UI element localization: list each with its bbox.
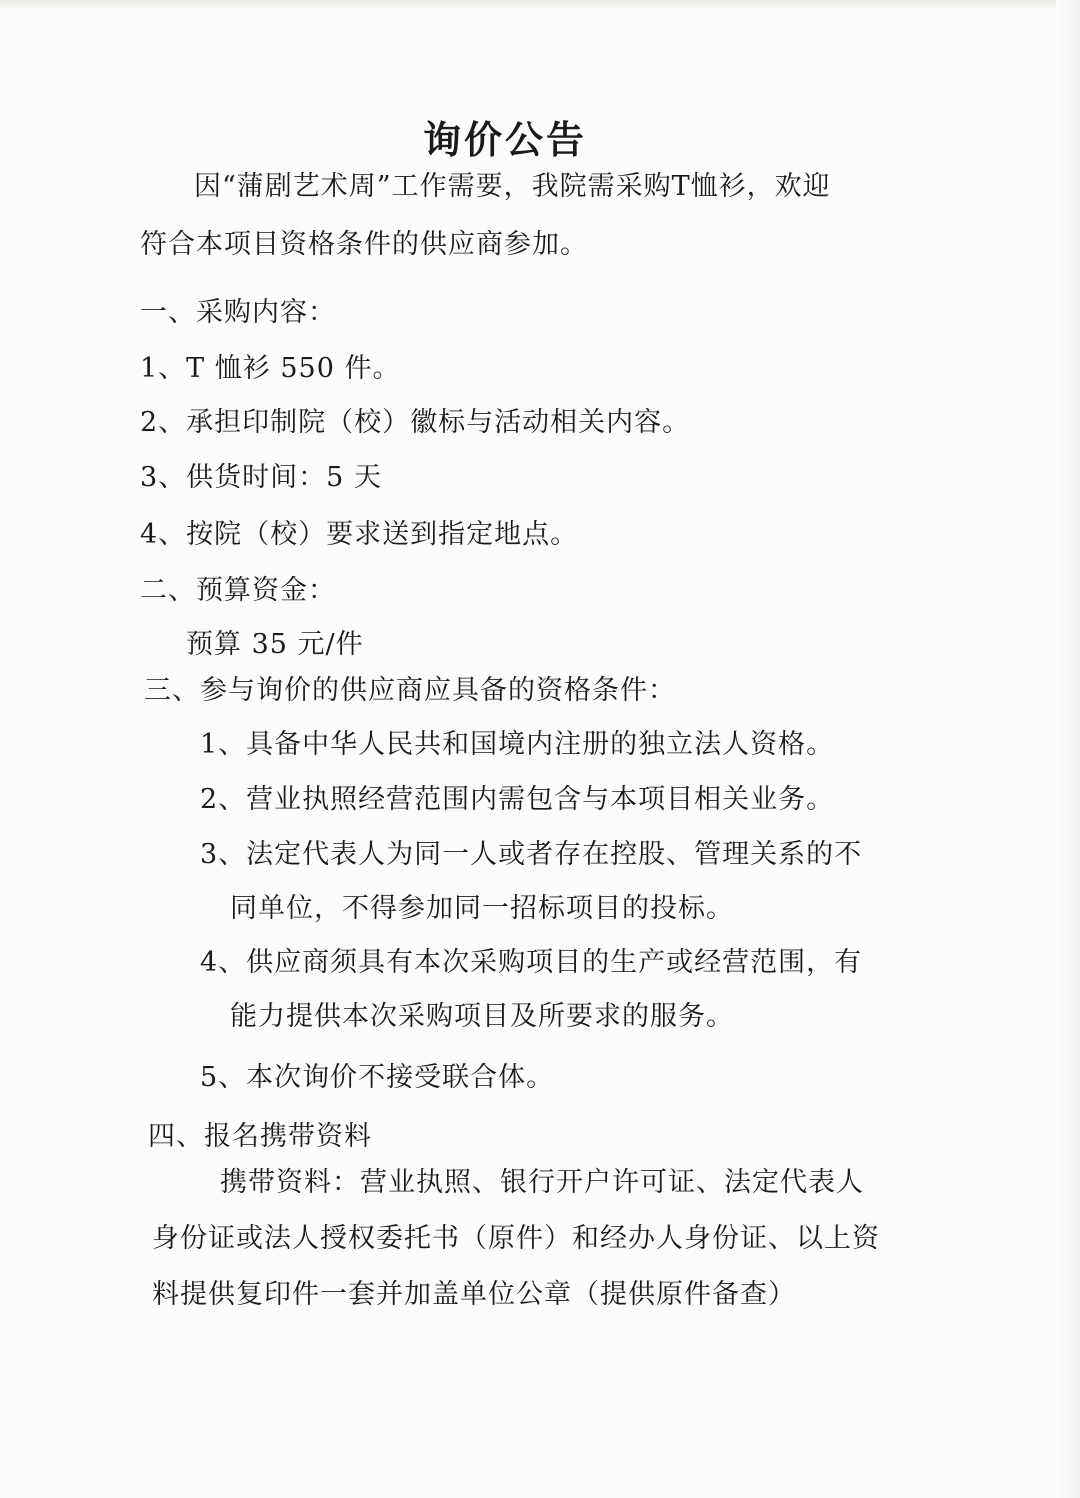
- list-item: 4、供应商须具有本次采购项目的生产或经营范围，有: [200, 947, 863, 978]
- section-heading: 一、采购内容：: [140, 297, 336, 328]
- budget-text: 预算 35 元/件: [186, 629, 364, 660]
- scan-shadow-top: [0, 0, 1080, 10]
- materials-line: 料提供复印件一套并加盖单位公章（提供原件备查）: [152, 1279, 796, 1310]
- intro-line: 因“蒲剧艺术周”工作需要，我院需采购T恤衫，欢迎: [194, 171, 831, 202]
- list-item: 4、按院（校）要求送到指定地点。: [140, 519, 579, 550]
- list-item: 1、具备中华人民共和国境内注册的独立法人资格。: [200, 729, 835, 760]
- list-item: 3、供货时间：5 天: [140, 462, 382, 493]
- list-item: 2、营业执照经营范围内需包含与本项目相关业务。: [200, 784, 835, 815]
- scan-shadow-right: [1056, 0, 1080, 1498]
- materials-line: 身份证或法人授权委托书（原件）和经办人身份证、以上资: [152, 1223, 880, 1254]
- section-heading: 四、报名携带资料: [148, 1121, 372, 1152]
- document-title: 询价公告: [422, 117, 587, 162]
- section-heading: 二、预算资金：: [140, 575, 336, 606]
- list-item: 3、法定代表人为同一人或者存在控股、管理关系的不: [200, 839, 863, 870]
- intro-line: 符合本项目资格条件的供应商参加。: [140, 229, 588, 260]
- list-item: 5、本次询价不接受联合体。: [200, 1062, 555, 1093]
- list-item-continued: 同单位，不得参加同一招标项目的投标。: [230, 893, 734, 924]
- list-item: 1、T 恤衫 550 件。: [140, 353, 401, 384]
- materials-line: 携带资料：营业执照、银行开户许可证、法定代表人: [220, 1167, 864, 1198]
- list-item-continued: 能力提供本次采购项目及所要求的服务。: [230, 1001, 734, 1032]
- section-heading: 三、参与询价的供应商应具备的资格条件：: [144, 675, 676, 706]
- list-item: 2、承担印制院（校）徽标与活动相关内容。: [140, 407, 691, 438]
